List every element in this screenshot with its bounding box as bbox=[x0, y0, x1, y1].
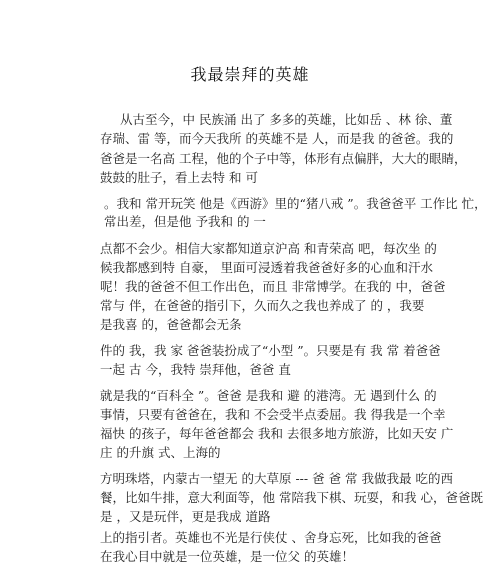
paragraph-line: 点都不会少。相信大家都知道京沪高 和青荣高 吧，每次坐 的 bbox=[100, 241, 437, 256]
paragraph-line: 就是我的“百科全 ”。爸爸 是我和 避 的港湾。无 遇到什么 的 bbox=[100, 388, 437, 403]
document-title: 我最崇拜的英雄 bbox=[190, 65, 310, 84]
paragraph-line: 一起 古 今，我特 崇拜他，爸爸 直 bbox=[100, 362, 291, 377]
paragraph-line: 餐，比如牛排，意大利面等，他 常陪我下棋、玩耍，和我 心，爸爸既 bbox=[100, 490, 483, 505]
paragraph-line: 。我和 常开玩笑 他是《西游》里的“猪八戒 ”。我爸爸平 工作比 忙， bbox=[104, 196, 487, 211]
paragraph-line: 从古至今，中 民族涌 出了 多多的英雄，比如岳 、林 徐、董 bbox=[120, 112, 453, 127]
paragraph-line: 爸爸是一名高 工程，他的个子中等，体形有点偏胖，大大的眼睛， bbox=[100, 151, 467, 166]
paragraph-line: 件的 我，我 家 爸爸装扮成了“小型 ”。只要是有 我 常 着爸爸 bbox=[100, 343, 441, 358]
paragraph-line: 存瑞、雷 等，而今天我所 的英雄不是 人，而是我 的爸爸。我的 bbox=[100, 131, 454, 146]
paragraph-line: 常出差，但是他 予我和 的 一 bbox=[104, 214, 266, 229]
paragraph-line: 在我心目中就是一位英雄，是一位父 的英雄！ bbox=[100, 549, 354, 564]
paragraph-line: 呢！我的爸爸不但工作出色，而且 非常博学。在我的 中，爸爸 bbox=[100, 279, 446, 294]
paragraph-line: 事情，只要有爸爸在，我和 不会受半点委屈。我 得我是一个幸 bbox=[100, 407, 446, 422]
paragraph-line: 福快 的孩子，每年爸爸都会 我和 去很多地方旅游，比如天安 广 bbox=[100, 426, 454, 441]
paragraph-line: 鼓鼓的肚子，看上去特 和 可 bbox=[100, 170, 258, 185]
paragraph-line: 上的指引者。英雄也不光是行侠仗 、舍身忘死，比如我的爸爸 bbox=[100, 530, 442, 545]
paragraph-line: 是我喜 的，爸爸都会无条 bbox=[100, 317, 242, 332]
paragraph-line: 是 ，又是玩伴，更是我成 道路 bbox=[100, 509, 271, 524]
paragraph-line: 候我都感到特 自豪， 里面可浸透着我爸爸好多的心血和汗水 bbox=[100, 260, 433, 275]
paragraph-line: 庄 的升旗 式、上海的 bbox=[100, 445, 221, 460]
paragraph-line: 方明珠塔，内蒙古一望无 的大草原 --- 爸 爸 常 我做我最 吃的西 bbox=[100, 471, 453, 486]
paragraph-line: 常与 伴，在爸爸的指引下，久而久之我也养成了 的 ，我要 bbox=[100, 298, 425, 313]
